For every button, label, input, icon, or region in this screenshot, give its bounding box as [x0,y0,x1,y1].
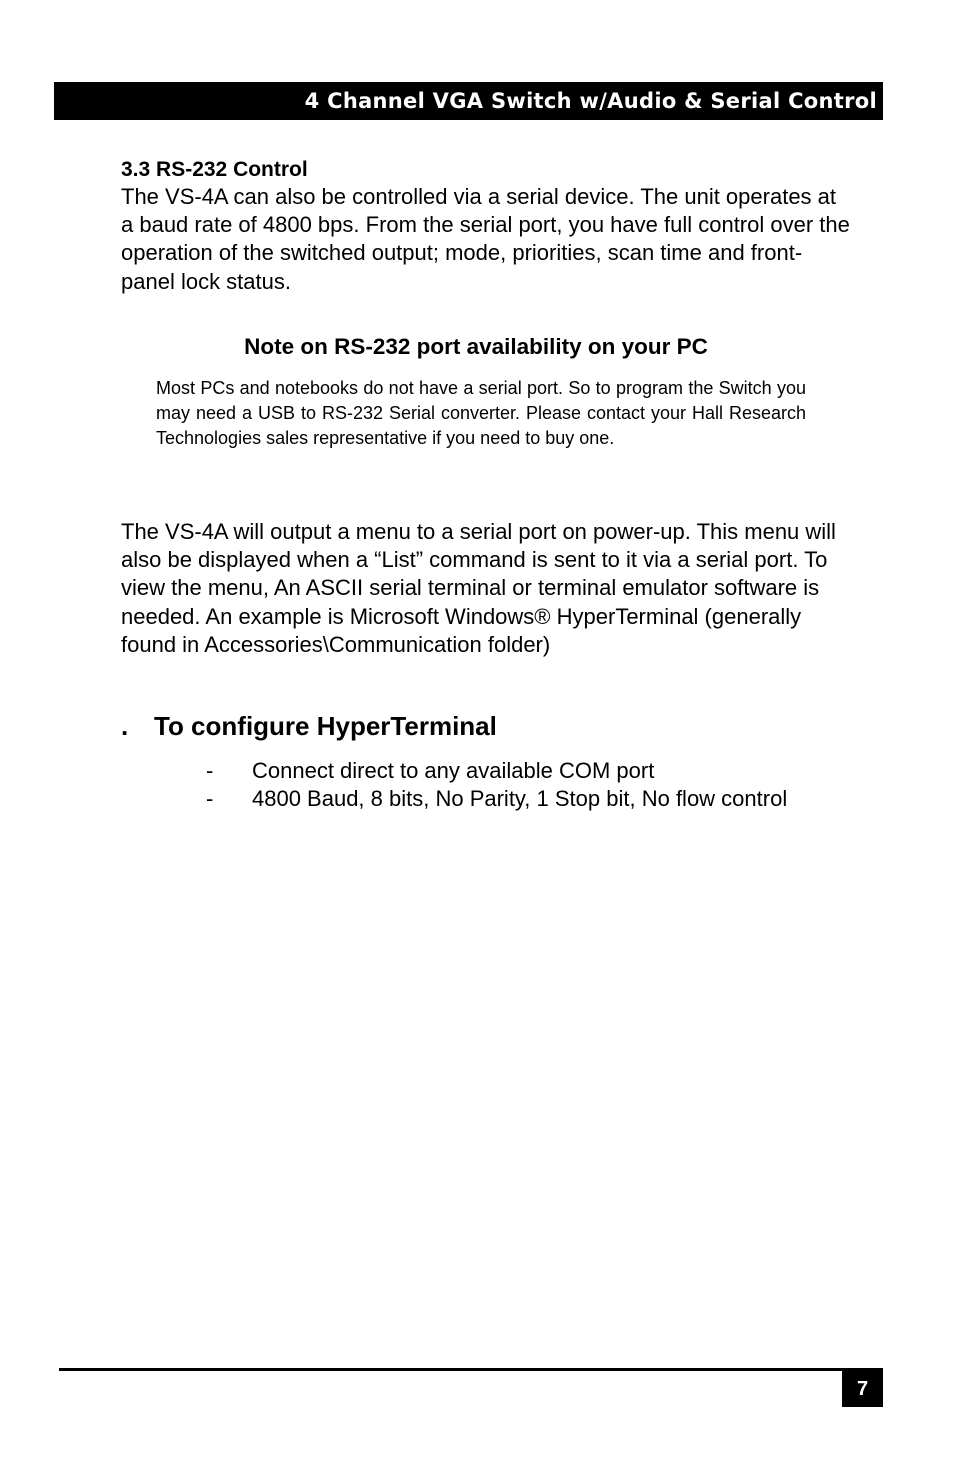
note-heading: Note on RS-232 port availability on your PC [244,334,708,359]
footer-rule [59,1368,883,1371]
configure-heading [121,710,497,742]
list-item-text: Connect direct to any available COM port [252,758,655,783]
list-dash: - [206,758,214,783]
configure-heading-text: To configure HyperTerminal [154,711,497,741]
configure-bullet: . [121,711,129,741]
intro-paragraph: The VS-4A can also be controlled via a serial device. The unit operates at a baud rate of 4800 bps. From the serial port, you have full control over the operation of the switched output; mode, priorities, scan time and front-panel lock status. [121,184,850,294]
list-item [206,785,826,813]
note-body: Most PCs and notebooks do not have a serial port. So to program the Switch you may need a USB to RS-232 Serial converter. Please contact your Hall Research Technologies sales representative if you need to buy one. [156,378,806,448]
page-number: 7 [842,1371,883,1407]
configure-steps-list [206,757,826,813]
header-bar [54,82,883,120]
list-dash: - [206,786,214,812]
section-heading: 3.3 RS-232 Control [121,158,308,181]
list-item-text: 4800 Baud, 8 bits, No Parity, 1 Stop bit, No flow control [252,786,788,812]
document-title: 4 Channel VGA Switch w/Audio & Serial Control [304,89,877,113]
menu-paragraph: The VS-4A will output a menu to a serial port on power-up. This menu will also be displayed when a “List” command is sent to it via a serial port. To view the menu, An ASCII serial terminal or terminal emulator software is needed. An example is Microsoft Windows® HyperTerminal (generally found in Accessories\Communication folder) [121,519,836,657]
list-item [206,757,826,785]
